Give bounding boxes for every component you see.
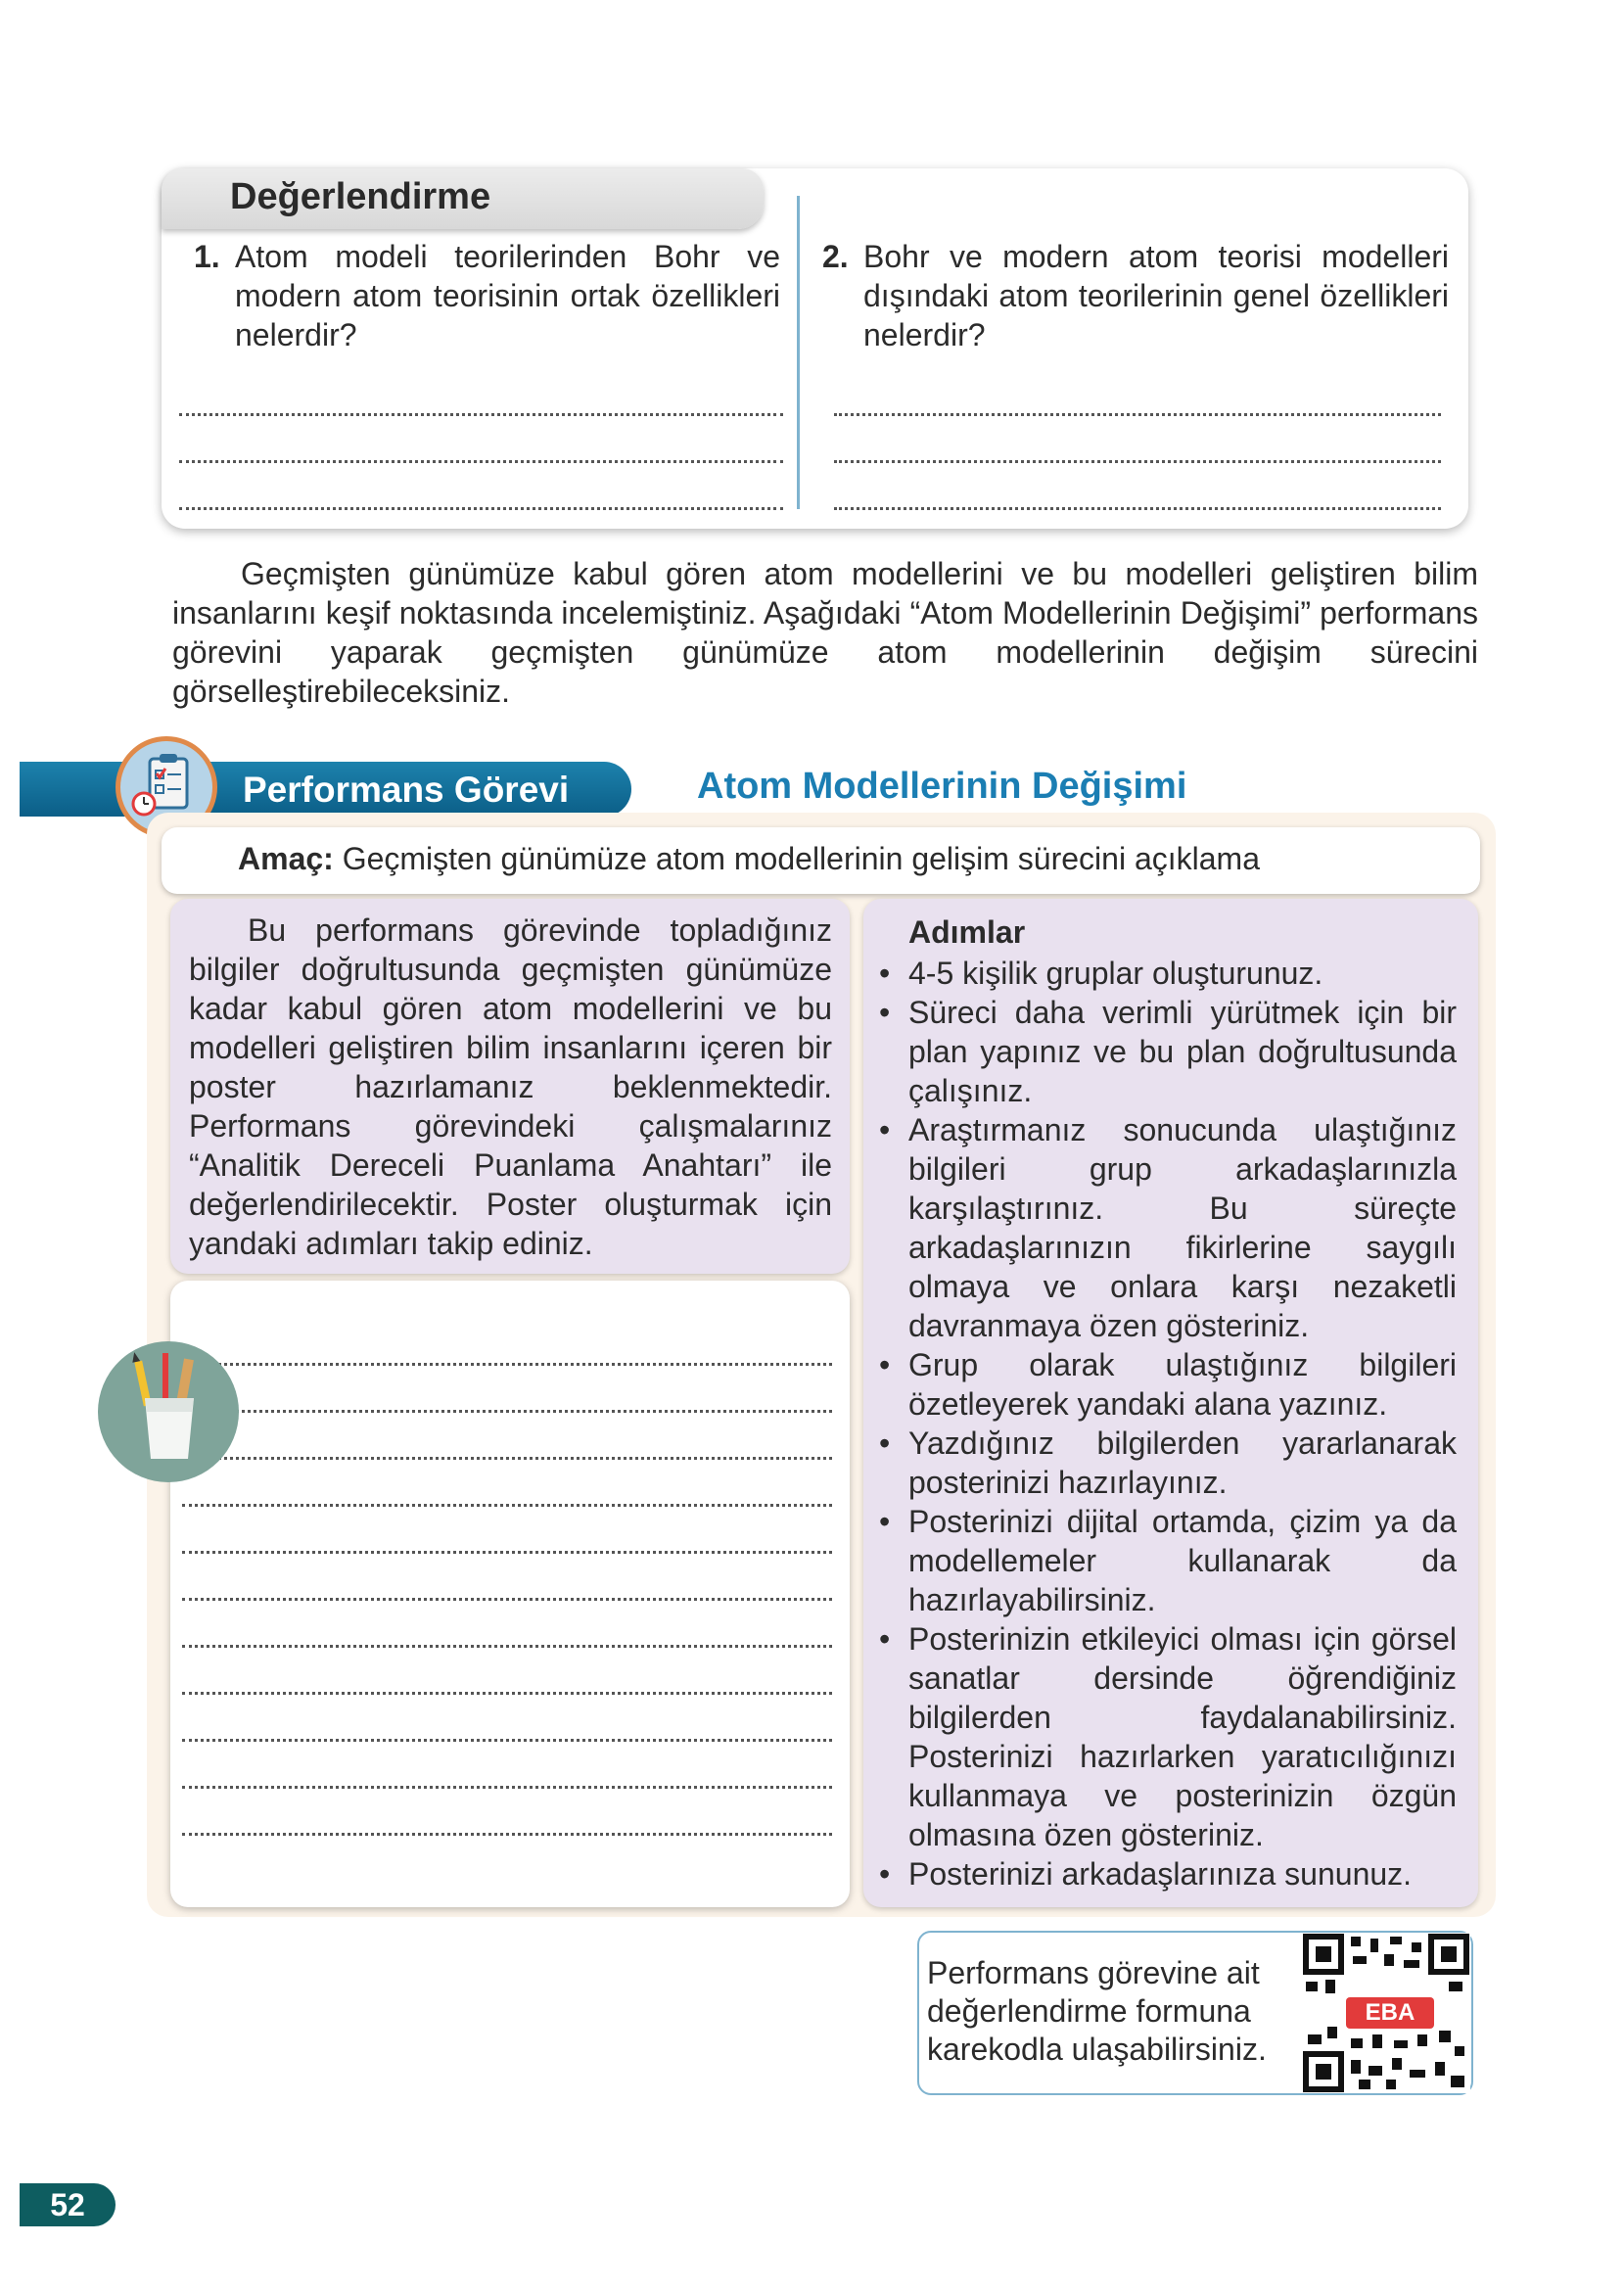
intro-paragraph bbox=[172, 554, 1478, 711]
question-1 bbox=[194, 237, 780, 354]
question-1-text: Atom modeli teorilerinden Bohr ve modern atom teorisinin ortak özellikleri nelerdir? bbox=[235, 239, 780, 352]
answer-line[interactable] bbox=[179, 460, 783, 463]
list-item: • Posterinizi arkadaşlarınıza sununuz. bbox=[879, 1854, 1457, 1894]
writing-line[interactable] bbox=[182, 1645, 832, 1648]
steps-list bbox=[879, 954, 1457, 1894]
list-item: • Posterinizin etkileyici olması için görsel sanatlar dersinde öğrendiğiniz bilgilerden faydalanabilirsiniz. Posterinizi hazırlarken yaratıcılığınızı kullanmaya ve posterinizin özgün olmasına özen gösteriniz. bbox=[879, 1619, 1457, 1854]
writing-line[interactable] bbox=[182, 1833, 832, 1836]
description-text: Bu performans görevinde topladığınız bilgiler doğrultusunda geçmişten günümüze kadar kabul gören atom modellerini ve bu modelleri geliştiren bilim insanlarını içeren bir poster hazırlamanız beklenmektedir. Performans görevindeki çalışmalarınız “Analitik Dereceli Puanlama Anahtarı” ile değerlendirilecektir. Poster oluşturmak için yandaki adımları takip ediniz. bbox=[189, 912, 832, 1261]
question-1-number: 1. bbox=[194, 239, 220, 274]
question-2-number: 2. bbox=[822, 239, 849, 274]
description-text-block bbox=[189, 911, 832, 1263]
answer-line[interactable] bbox=[834, 413, 1441, 416]
list-item: • Yazdığınız bilgilerden yararlanarak posterinizi hazırlayınız. bbox=[879, 1424, 1457, 1502]
list-item: • Süreci daha verimli yürütmek için bir plan yapınız ve bu plan doğrultusunda çalışınız. bbox=[879, 993, 1457, 1110]
page-number: 52 bbox=[20, 2183, 116, 2226]
writing-line[interactable] bbox=[182, 1504, 832, 1507]
aim-box bbox=[162, 827, 1480, 894]
evaluation-header bbox=[162, 168, 764, 229]
writing-line[interactable] bbox=[182, 1692, 832, 1695]
qr-text: Performans görevine ait değerlendirme formuna karekodla ulaşabilirsiniz. bbox=[927, 1955, 1267, 2067]
answer-line[interactable] bbox=[834, 460, 1441, 463]
performance-label: Performans Görevi bbox=[243, 770, 570, 810]
evaluation-divider bbox=[797, 196, 800, 509]
writing-line[interactable] bbox=[182, 1457, 832, 1460]
answer-line[interactable] bbox=[179, 413, 783, 416]
performance-header-bar bbox=[20, 762, 631, 817]
writing-line[interactable] bbox=[182, 1363, 832, 1366]
pencil-cup-icon bbox=[98, 1341, 239, 1482]
list-item: • Grup olarak ulaştığınız bilgileri özetleyerek yandaki alana yazınız. bbox=[879, 1345, 1457, 1424]
list-item: • Araştırmanız sonucunda ulaştığınız bilgileri grup arkadaşlarınızla karşılaştırınız. Bu süreçte arkadaşlarınızın fikirlerine saygılı olmaya ve onlara karşı nezaketli davranmaya özen gösteriniz. bbox=[879, 1110, 1457, 1345]
writing-line[interactable] bbox=[182, 1739, 832, 1742]
performance-title: Atom Modellerinin Değişimi bbox=[697, 766, 1187, 807]
answer-line[interactable] bbox=[179, 507, 783, 510]
evaluation-title: Değerlendirme bbox=[230, 176, 491, 217]
writing-area bbox=[170, 1281, 850, 1907]
aim-text bbox=[238, 841, 1260, 877]
eba-logo: EBA bbox=[1346, 1997, 1434, 2029]
aim-description: Geçmişten günümüze atom modellerinin gelişim sürecini açıklama bbox=[342, 841, 1260, 876]
writing-line[interactable] bbox=[182, 1598, 832, 1601]
intro-text: Geçmişten günümüze kabul gören atom modellerini ve bu modelleri geliştiren bilim insanlarını keşif noktasında incelemiştiniz. Aşağıdaki “Atom Modellerinin Değişimi” performans görevini yaparak geçmişten günümüze atom modellerinin değişim sürecini görselleştirebileceksiniz. bbox=[172, 556, 1478, 709]
writing-line[interactable] bbox=[182, 1786, 832, 1789]
writing-line[interactable] bbox=[182, 1410, 832, 1413]
question-2-text: Bohr ve modern atom teorisi modelleri dışındaki atom teorilerinin genel özellikleri nelerdir? bbox=[863, 239, 1449, 352]
steps-title: Adımlar bbox=[908, 914, 1026, 950]
aim-label: Amaç: bbox=[238, 841, 334, 876]
writing-line[interactable] bbox=[182, 1551, 832, 1554]
list-item: • 4-5 kişilik gruplar oluşturunuz. bbox=[879, 954, 1457, 993]
answer-line[interactable] bbox=[834, 507, 1441, 510]
question-2 bbox=[822, 237, 1449, 354]
list-item: • Posterinizi dijital ortamda, çizim ya da modellemeler kullanarak da hazırlayabilirsiniz. bbox=[879, 1502, 1457, 1619]
